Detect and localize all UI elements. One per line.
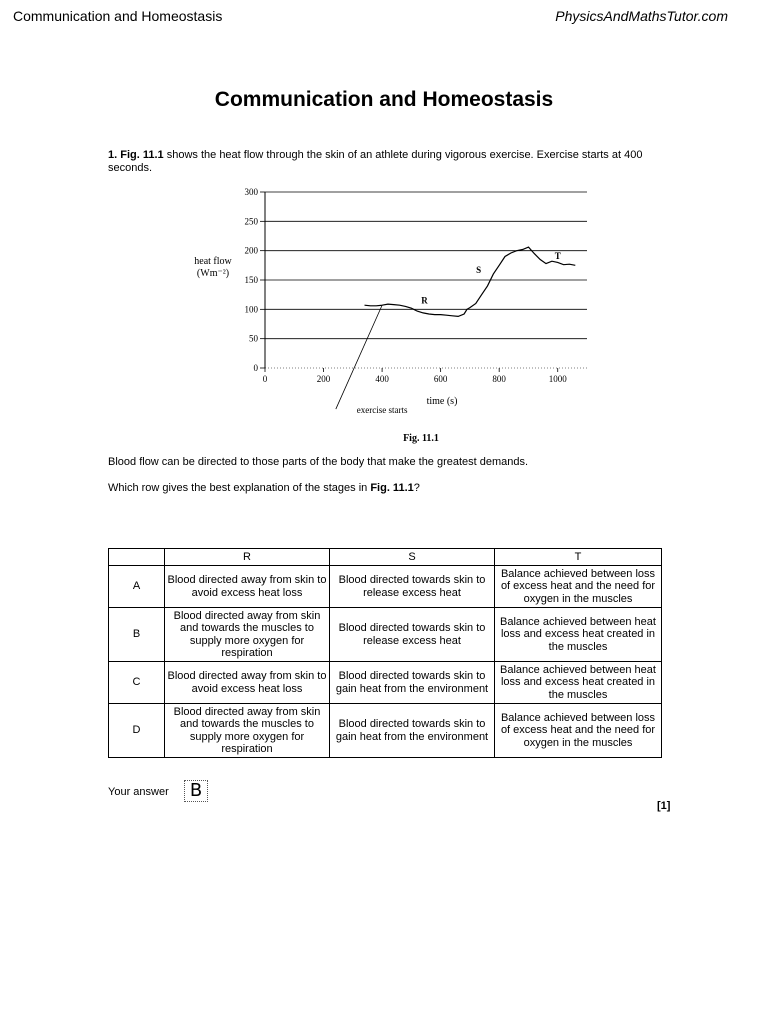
- exercise-starts-label: exercise starts: [356, 405, 408, 416]
- chart-svg: [170, 180, 600, 450]
- table-header-row: [109, 549, 662, 566]
- x-axis-label: time (s): [426, 396, 458, 407]
- y-tick-label: 0: [253, 363, 258, 373]
- y-axis-label-line1: heat flow: [194, 256, 232, 267]
- row-label: B: [109, 608, 165, 662]
- question-body: shows the heat flow through the skin of an athlete during vigorous exercise. Exercise starts at 400 seconds.: [108, 149, 643, 174]
- y-tick-label: 150: [244, 275, 258, 285]
- table-header-cell: S: [330, 549, 495, 566]
- header-left: Communication and Homeostasis: [13, 8, 223, 24]
- table-row: [109, 662, 662, 704]
- table-cell: Blood directed away from skin and towards the muscles to supply more oxygen for respiration: [165, 704, 330, 758]
- table-cell: Balance achieved between loss of excess heat and the need for oxygen in the muscles: [495, 704, 662, 758]
- y-tick-label: 50: [249, 333, 258, 344]
- label-T: T: [554, 250, 561, 261]
- which-row-end: ?: [413, 482, 420, 494]
- figure-caption: Fig. 11.1: [403, 433, 439, 444]
- x-tick-label: 400: [375, 374, 389, 384]
- header-right: PhysicsAndMathsTutor.com: [555, 8, 728, 24]
- y-ticks: [245, 187, 266, 373]
- answer-box[interactable]: B: [184, 780, 208, 802]
- which-row-start: Which row gives the best explanation of the stages in: [108, 482, 371, 494]
- table-cell: Blood directed away from skin to avoid excess heat loss: [165, 662, 330, 704]
- x-tick-label: 1000: [548, 374, 567, 384]
- x-tick-label: 800: [492, 374, 506, 384]
- heat-flow-chart: [170, 180, 600, 450]
- x-tick-label: 200: [316, 374, 331, 384]
- table-cell: Blood directed towards skin to release excess heat: [330, 566, 495, 608]
- row-label: D: [109, 704, 165, 758]
- heat-flow-line: [365, 247, 576, 316]
- table-cell: Blood directed towards skin to gain heat from the environment: [330, 704, 495, 758]
- paragraph-which-row: [108, 482, 420, 494]
- table-row: [109, 704, 662, 758]
- question-1-text: [108, 149, 668, 175]
- x-tick-label: 0: [262, 374, 268, 384]
- options-table: [108, 548, 662, 758]
- paragraph-blood-flow: Blood flow can be directed to those parts of the body that make the greatest demands.: [108, 456, 529, 468]
- label-R: R: [421, 295, 428, 306]
- table-cell: Balance achieved between loss of excess heat and the need for oxygen in the muscles: [495, 566, 662, 608]
- y-axis-label-line2: (Wm⁻²): [196, 268, 230, 279]
- table-cell: Blood directed away from skin to avoid excess heat loss: [165, 566, 330, 608]
- question-number: 1.: [108, 149, 118, 161]
- chart-grid: [265, 192, 587, 368]
- question-fig-ref: Fig. 11.1: [120, 149, 164, 161]
- x-tick-label: 600: [433, 374, 448, 384]
- y-tick-label: 250: [244, 216, 258, 227]
- table-cell: Balance achieved between heat loss and excess heat created in the muscles: [495, 608, 662, 662]
- table-row: [109, 608, 662, 662]
- table-cell: Blood directed away from skin and towards the muscles to supply more oxygen for respiration: [165, 608, 330, 662]
- table-row: [109, 566, 662, 608]
- exercise-starts-pointer: [336, 305, 382, 409]
- table-cell: Blood directed towards skin to gain heat from the environment: [330, 662, 495, 704]
- label-S: S: [476, 264, 482, 275]
- table-header-cell: R: [165, 549, 330, 566]
- y-tick-label: 200: [244, 245, 258, 256]
- table-cell: Blood directed towards skin to release excess heat: [330, 608, 495, 662]
- page-title: Communication and Homeostasis: [214, 88, 554, 111]
- row-label: C: [109, 662, 165, 704]
- marks: [1]: [657, 800, 671, 812]
- table-cell: Balance achieved between heat loss and excess heat created in the muscles: [495, 662, 662, 704]
- table-header-cell: T: [495, 549, 662, 566]
- table-header-cell: [109, 549, 165, 566]
- which-row-fig: Fig. 11.1: [370, 482, 414, 494]
- row-label: A: [109, 566, 165, 608]
- y-tick-label: 300: [244, 187, 258, 197]
- x-ticks: [263, 368, 567, 384]
- y-tick-label: 100: [244, 304, 258, 315]
- your-answer-label: Your answer: [108, 786, 169, 798]
